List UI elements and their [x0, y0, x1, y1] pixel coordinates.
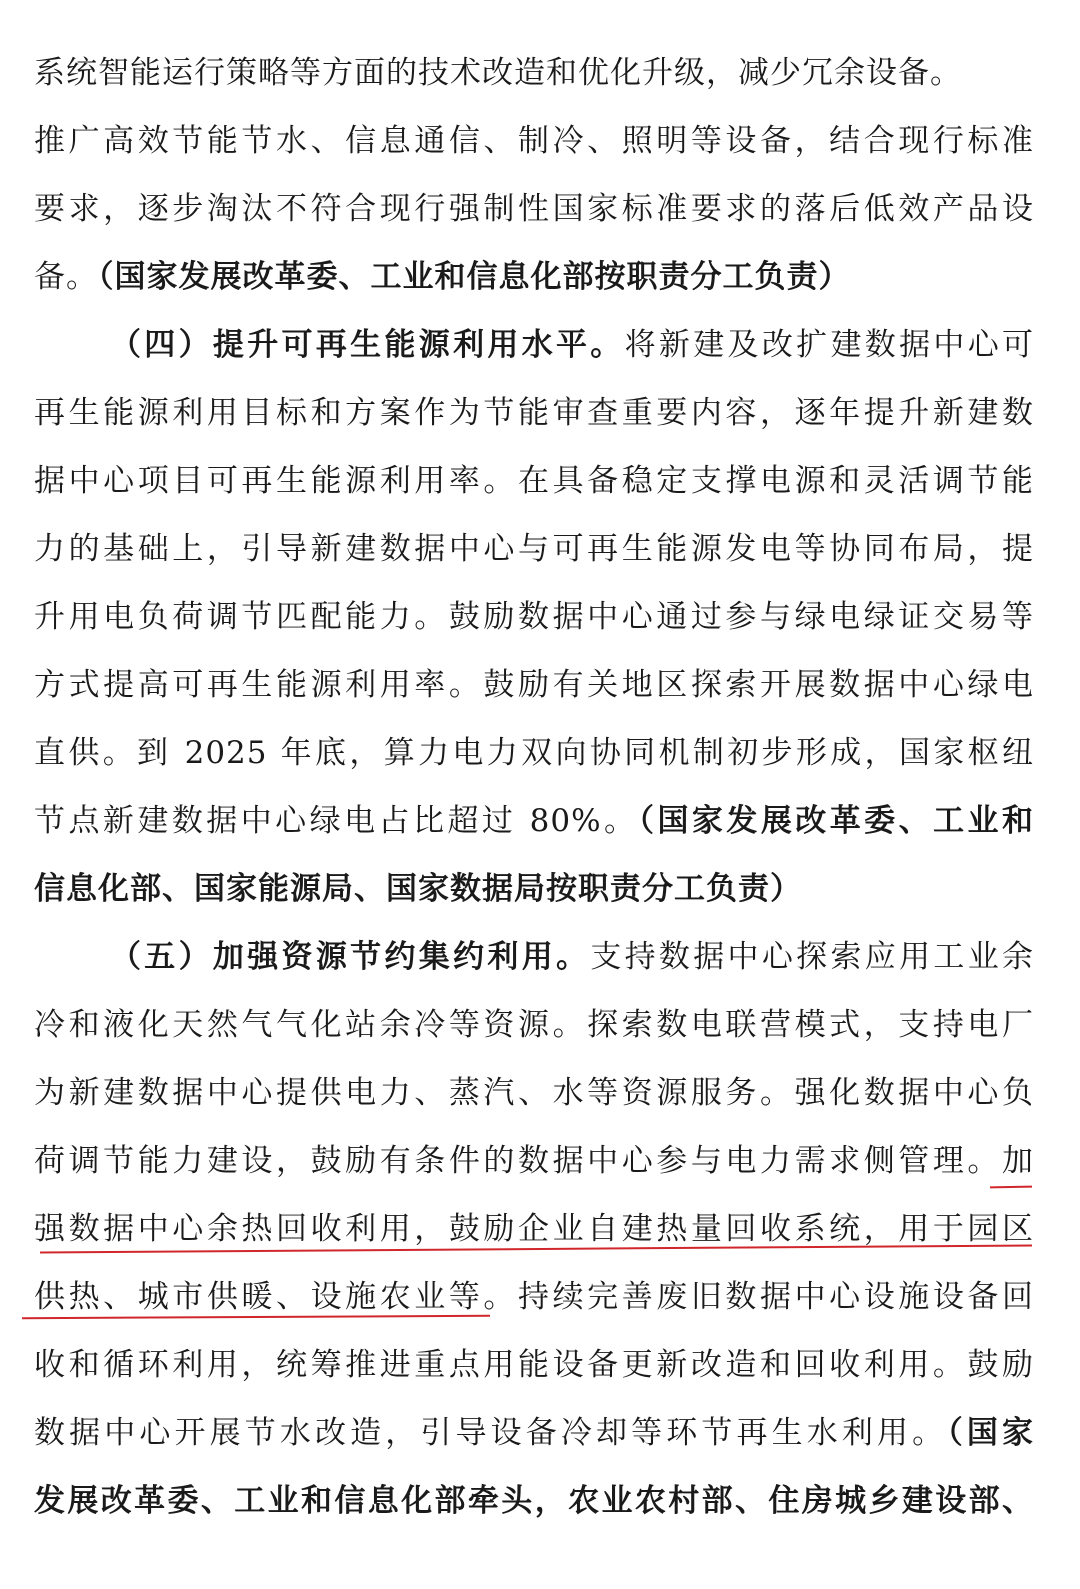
- text-segment: 节点新建数据中心绿电占比超过 80%。: [34, 803, 639, 839]
- text-line: [34, 184, 1034, 234]
- text-line: [34, 796, 1034, 846]
- text-segment: 冷和液化天然气气化站余冷等资源。探索数电联营模式，支持电厂: [34, 1007, 1034, 1043]
- text-segment: 方式提高可再生能源利用率。鼓励有关地区探索开展数据中心绿电: [34, 667, 1034, 703]
- text-segment: 支持数据中心探索应用工业余: [590, 939, 1035, 975]
- text-line: [34, 1136, 1034, 1186]
- text-segment: 再生能源利用目标和方案作为节能审查重要内容，逐年提升新建数: [34, 395, 1034, 431]
- text-line: [34, 1340, 1034, 1390]
- text-segment: 力的基础上，引导新建数据中心与可再生能源发电等协同布局，提: [34, 531, 1034, 567]
- text-segment: 为新建数据中心提供电力、蒸汽、水等资源服务。强化数据中心负: [34, 1075, 1034, 1111]
- text-segment: 强数据中心余热回收利用，鼓励企业自建热量回收系统，用于园区: [34, 1211, 1034, 1247]
- bold-text-segment: （四）提升可再生能源利用水平。: [110, 327, 625, 363]
- text-segment: 收和循环利用，统筹推进重点用能设备更新改造和回收利用。鼓励: [34, 1347, 1034, 1383]
- bold-text-segment: （国家: [947, 1415, 1034, 1451]
- text-line: [34, 1068, 1034, 1118]
- bold-text-segment: 信息化部、国家能源局、国家数据局按职责分工负责）: [34, 871, 802, 907]
- text-segment: 供热、城市供暖、设施农业等。持续完善废旧数据中心设施设备回: [34, 1279, 1034, 1315]
- text-line: [34, 388, 1034, 438]
- text-line: [34, 1476, 1034, 1526]
- text-line: [34, 456, 1034, 506]
- text-line: [34, 1272, 1034, 1322]
- text-segment: 推广高效节能节水、信息通信、制冷、照明等设备，结合现行标准: [34, 123, 1034, 159]
- bold-text-segment: （五）加强资源节约集约利用。: [110, 939, 591, 975]
- text-segment: 据中心项目可再生能源利用率。在具备稳定支撑电源和灵活调节能: [34, 463, 1034, 499]
- bold-text-segment: （国家发展改革委、工业和信息化部按职责分工负责）: [98, 259, 851, 295]
- text-line: [34, 1408, 1034, 1458]
- text-line: [34, 728, 1034, 778]
- text-segment: 要求，逐步淘汰不符合现行强制性国家标准要求的落后低效产品设: [34, 191, 1034, 227]
- text-line: [110, 932, 1034, 982]
- text-line: [34, 48, 1034, 98]
- text-segment: 升用电负荷调节匹配能力。鼓励数据中心通过参与绿电绿证交易等: [34, 599, 1034, 635]
- text-line: [34, 252, 1034, 302]
- text-line: [110, 320, 1034, 370]
- text-line: [34, 524, 1034, 574]
- text-line: [34, 592, 1034, 642]
- bold-text-segment: （国家发展改革委、工业和: [638, 803, 1035, 839]
- text-line: [34, 660, 1034, 710]
- text-line: [34, 116, 1034, 166]
- bold-text-segment: 发展改革委、工业和信息化部牵头，农业农村部、住房城乡建设部、: [34, 1483, 1034, 1519]
- text-segment: 系统智能运行策略等方面的技术改造和优化升级，减少冗余设备。: [34, 55, 962, 91]
- text-segment: 备。: [34, 259, 98, 295]
- text-line: [34, 864, 1034, 914]
- text-line: [34, 1000, 1034, 1050]
- text-segment: 数据中心开展节水改造，引导设备冷却等环节再生水利用。: [34, 1415, 948, 1451]
- text-segment: 直供。到 2025 年底，算力电力双向协同机制初步形成，国家枢纽: [34, 735, 1034, 771]
- text-segment: 将新建及改扩建数据中心可: [624, 327, 1035, 363]
- text-segment: 荷调节能力建设，鼓励有条件的数据中心参与电力需求侧管理。加: [34, 1143, 1034, 1179]
